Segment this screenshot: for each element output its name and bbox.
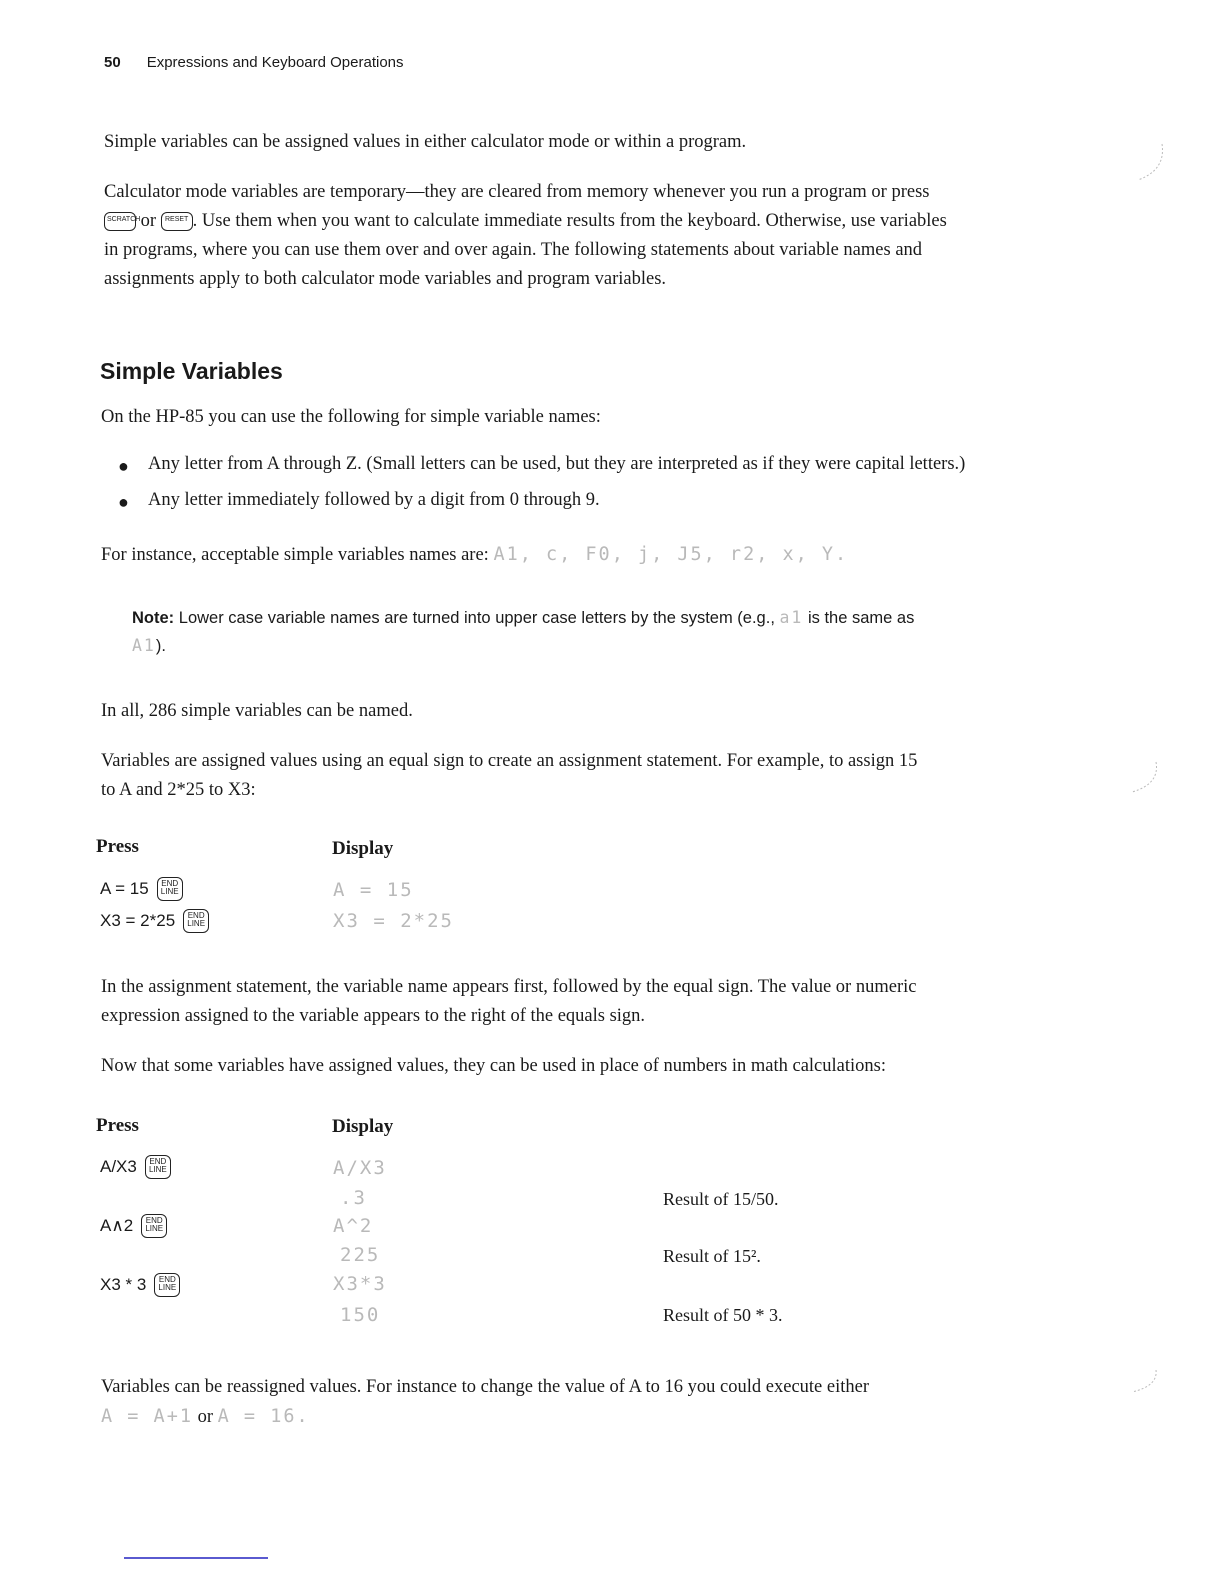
table2-row-1-result-display: .3 bbox=[340, 1187, 367, 1209]
reset-key-icon: RESET bbox=[161, 212, 193, 231]
key-bottom-label: LINE bbox=[145, 1224, 164, 1233]
press-keys: X3 = 2*25 bbox=[100, 911, 176, 930]
press-keys: A∧2 bbox=[100, 1216, 134, 1235]
end-line-key-icon bbox=[145, 1155, 171, 1179]
chapter-title: Expressions and Keyboard Operations bbox=[146, 54, 404, 71]
table2-row-3-display: X3*3 bbox=[333, 1273, 387, 1295]
section-heading: Simple Variables bbox=[100, 358, 283, 384]
key-bottom-label: LINE bbox=[148, 1165, 167, 1174]
reassign-line-2 bbox=[101, 1402, 869, 1432]
table2-row-2-result-display: 225 bbox=[340, 1244, 381, 1266]
intro-line-1: Calculator mode variables are temporary—they are cleared from memory whenever you run a program or press bbox=[104, 182, 930, 202]
scan-edge-mark bbox=[1126, 758, 1166, 798]
use-paragraph: Now that some variables have assigned values, they can be used in place of numbers in math calculations: bbox=[101, 1056, 886, 1076]
table2-row-1-display: A/X3 bbox=[333, 1157, 387, 1179]
key-top-label: END bbox=[158, 1275, 176, 1284]
table1-row-1-display: A = 15 bbox=[333, 879, 414, 901]
names-lead: On the HP-85 you can use the following for simple variable names: bbox=[101, 407, 601, 427]
note-example-upper: A1 bbox=[132, 636, 156, 655]
bullet-item-1: Any letter from A through Z. (Small letters can be used, but they are interpreted as if they were capital letters.) bbox=[148, 454, 966, 474]
or-text: or bbox=[140, 211, 157, 231]
note-label: Note: bbox=[132, 609, 175, 627]
key-top-label: END bbox=[161, 879, 179, 888]
footer-rule bbox=[124, 1557, 268, 1559]
assign-line-1: Variables are assigned values using an equal sign to create an assignment statement. For example, to assign 15 bbox=[101, 751, 918, 771]
assign-paragraph bbox=[101, 747, 917, 805]
reassign-expr-1: A = A+1 bbox=[101, 1406, 193, 1427]
note-text: Lower case variable names are turned into upper case letters by the system (e.g., bbox=[178, 609, 775, 627]
note-box bbox=[132, 604, 972, 660]
scan-edge-mark bbox=[1126, 1366, 1166, 1396]
table2-row-2-press bbox=[100, 1214, 167, 1238]
key-bottom-label: LINE bbox=[160, 887, 179, 896]
bullet-icon: ● bbox=[118, 492, 129, 512]
table2-display-header: Display bbox=[332, 1116, 394, 1137]
press-keys: A = 15 bbox=[100, 879, 149, 898]
reassign-expr-2: A = 16. bbox=[217, 1406, 310, 1427]
bullet-item-2: Any letter immediately followed by a digit from 0 through 9. bbox=[148, 490, 600, 510]
key-top-label: END bbox=[145, 1216, 163, 1225]
key-top-label: END bbox=[149, 1157, 167, 1166]
assign-line-2: to A and 2*25 to X3: bbox=[101, 780, 256, 800]
bullet-icon: ● bbox=[118, 456, 129, 476]
end-line-key-icon bbox=[141, 1214, 167, 1238]
end-line-key-icon bbox=[154, 1273, 180, 1297]
instance-line bbox=[101, 540, 848, 570]
count-paragraph: In all, 286 simple variables can be named. bbox=[101, 701, 413, 721]
end-line-key-icon bbox=[157, 877, 183, 901]
assign-explain-line-1: In the assignment statement, the variable name appears first, followed by the equal sign. The value or numeric bbox=[101, 977, 917, 997]
reassign-line-1: Variables can be reassigned values. For instance to change the value of A to 16 you could execute either bbox=[101, 1377, 870, 1397]
table1-row-2-display: X3 = 2*25 bbox=[333, 910, 454, 932]
note-example-lower: a1 bbox=[779, 608, 804, 627]
press-keys: A/X3 bbox=[100, 1157, 137, 1176]
table2-row-1-result-text: Result of 15/50. bbox=[663, 1189, 779, 1209]
reassign-paragraph bbox=[101, 1373, 869, 1432]
table1-row-1-press bbox=[100, 877, 183, 901]
note-close: ). bbox=[155, 637, 166, 655]
key-bottom-label: LINE bbox=[187, 919, 206, 928]
page-number: 50 bbox=[104, 54, 121, 71]
table2-row-3-result-text: Result of 50 * 3. bbox=[663, 1305, 783, 1325]
scan-edge-mark bbox=[1130, 140, 1170, 188]
end-line-key-icon bbox=[183, 909, 209, 933]
table2-row-3-result-display: 150 bbox=[340, 1304, 381, 1326]
table2-row-3-press bbox=[100, 1273, 180, 1297]
running-head bbox=[104, 54, 404, 71]
intro-paragraph-1: Simple variables can be assigned values in either calculator mode or within a program. bbox=[104, 132, 747, 152]
press-keys: X3 * 3 bbox=[100, 1275, 147, 1294]
key-bottom-label: LINE bbox=[158, 1283, 177, 1292]
intro-line-4: assignments apply to both calculator mode variables and program variables. bbox=[104, 269, 667, 289]
table1-press-header: Press bbox=[96, 836, 139, 857]
table2-row-1-press bbox=[100, 1155, 171, 1179]
intro-line-2 bbox=[104, 207, 1004, 236]
table2-press-header: Press bbox=[96, 1115, 139, 1136]
intro-line-3: in programs, where you can use them over and over again. The following statements about variable names and bbox=[104, 240, 923, 260]
table2-row-2-result-text: Result of 15². bbox=[663, 1246, 761, 1266]
key-top-label: END bbox=[187, 911, 205, 920]
intro-paragraph-2 bbox=[104, 178, 1004, 294]
assign-explain-line-2: expression assigned to the variable appears to the right of the equals sign. bbox=[101, 1006, 646, 1026]
note-text-2: is the same as bbox=[807, 609, 915, 627]
instance-text: For instance, acceptable simple variables names are: bbox=[101, 545, 489, 565]
table2-row-2-display: A^2 bbox=[333, 1215, 374, 1237]
reassign-or: or bbox=[197, 1407, 214, 1427]
instance-examples: A1, c, F0, j, J5, r2, x, Y. bbox=[493, 544, 849, 565]
scratch-key-icon: SCRATCH bbox=[104, 212, 136, 231]
intro-line-2-rest: . Use them when you want to calculate immediate results from the keyboard. Otherwise, use variables bbox=[192, 211, 947, 231]
table1-row-2-press bbox=[100, 909, 209, 933]
assign-explanation bbox=[101, 973, 916, 1031]
table1-display-header: Display bbox=[332, 838, 394, 859]
